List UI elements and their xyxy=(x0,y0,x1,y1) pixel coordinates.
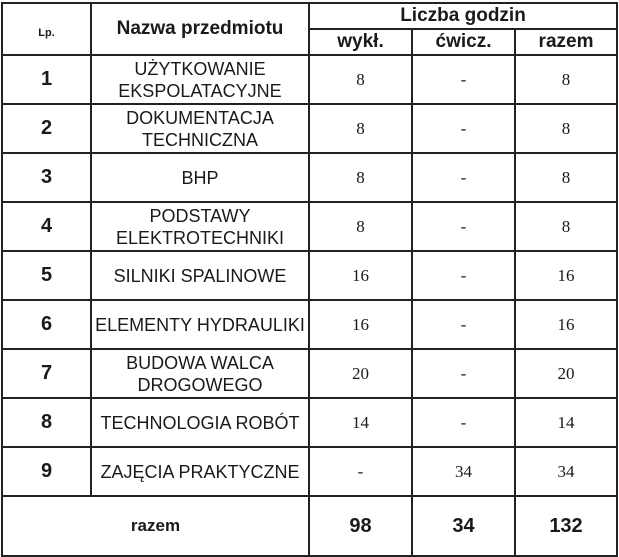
row-total-hours: 8 xyxy=(515,202,617,251)
totals-total: 132 xyxy=(515,496,617,556)
table-row xyxy=(2,55,617,104)
row-lp: 7 xyxy=(2,349,91,398)
header-subject-name: Nazwa przedmiotu xyxy=(91,3,309,55)
totals-lecture: 98 xyxy=(309,496,412,556)
header-lp: Lp. xyxy=(2,3,91,55)
table-row xyxy=(2,349,617,398)
table-row xyxy=(2,104,617,153)
row-exercise-hours: - xyxy=(412,251,515,300)
totals-label: razem xyxy=(2,496,309,556)
row-exercise-hours: - xyxy=(412,202,515,251)
row-subject-name: ZAJĘCIA PRAKTYCZNE xyxy=(91,447,309,496)
row-total-hours: 16 xyxy=(515,300,617,349)
row-exercise-hours: 34 xyxy=(412,447,515,496)
row-subject-name: DOKUMENTACJA TECHNICZNA xyxy=(91,104,309,153)
header-row-top xyxy=(2,3,617,29)
row-subject-name: PODSTAWY ELEKTROTECHNIKI xyxy=(91,202,309,251)
row-lp: 4 xyxy=(2,202,91,251)
row-subject-name: UŻYTKOWANIE EKSPOLATACYJNE xyxy=(91,55,309,104)
header-total: razem xyxy=(515,29,617,55)
row-lp: 9 xyxy=(2,447,91,496)
row-lp: 2 xyxy=(2,104,91,153)
row-lecture-hours: 8 xyxy=(309,202,412,251)
row-total-hours: 34 xyxy=(515,447,617,496)
row-subject-name: TECHNOLOGIA ROBÓT xyxy=(91,398,309,447)
row-lecture-hours: 8 xyxy=(309,104,412,153)
row-total-hours: 16 xyxy=(515,251,617,300)
table-row xyxy=(2,398,617,447)
row-exercise-hours: - xyxy=(412,300,515,349)
row-subject-name: SILNIKI SPALINOWE xyxy=(91,251,309,300)
row-lp: 6 xyxy=(2,300,91,349)
row-subject-name: BUDOWA WALCA DROGOWEGO xyxy=(91,349,309,398)
table-row xyxy=(2,251,617,300)
table-body xyxy=(2,55,617,496)
row-total-hours: 8 xyxy=(515,104,617,153)
table-row xyxy=(2,153,617,202)
row-lecture-hours: 14 xyxy=(309,398,412,447)
row-lecture-hours: 8 xyxy=(309,55,412,104)
row-lp: 1 xyxy=(2,55,91,104)
row-total-hours: 20 xyxy=(515,349,617,398)
row-exercise-hours: - xyxy=(412,55,515,104)
row-subject-name: ELEMENTY HYDRAULIKI xyxy=(91,300,309,349)
row-lecture-hours: 16 xyxy=(309,300,412,349)
row-exercise-hours: - xyxy=(412,398,515,447)
table-row xyxy=(2,300,617,349)
row-lecture-hours: 20 xyxy=(309,349,412,398)
row-exercise-hours: - xyxy=(412,104,515,153)
row-lecture-hours: 8 xyxy=(309,153,412,202)
row-subject-name: BHP xyxy=(91,153,309,202)
table-row xyxy=(2,447,617,496)
row-lecture-hours: - xyxy=(309,447,412,496)
hours-table xyxy=(1,2,618,557)
row-total-hours: 8 xyxy=(515,153,617,202)
row-total-hours: 14 xyxy=(515,398,617,447)
header-lecture: wykł. xyxy=(309,29,412,55)
header-hours-group: Liczba godzin xyxy=(309,3,617,29)
table-row xyxy=(2,202,617,251)
totals-exercise: 34 xyxy=(412,496,515,556)
row-lp: 3 xyxy=(2,153,91,202)
row-lp: 8 xyxy=(2,398,91,447)
row-lp: 5 xyxy=(2,251,91,300)
row-lecture-hours: 16 xyxy=(309,251,412,300)
totals-row xyxy=(2,496,617,556)
header-exercise: ćwicz. xyxy=(412,29,515,55)
row-exercise-hours: - xyxy=(412,153,515,202)
row-total-hours: 8 xyxy=(515,55,617,104)
row-exercise-hours: - xyxy=(412,349,515,398)
